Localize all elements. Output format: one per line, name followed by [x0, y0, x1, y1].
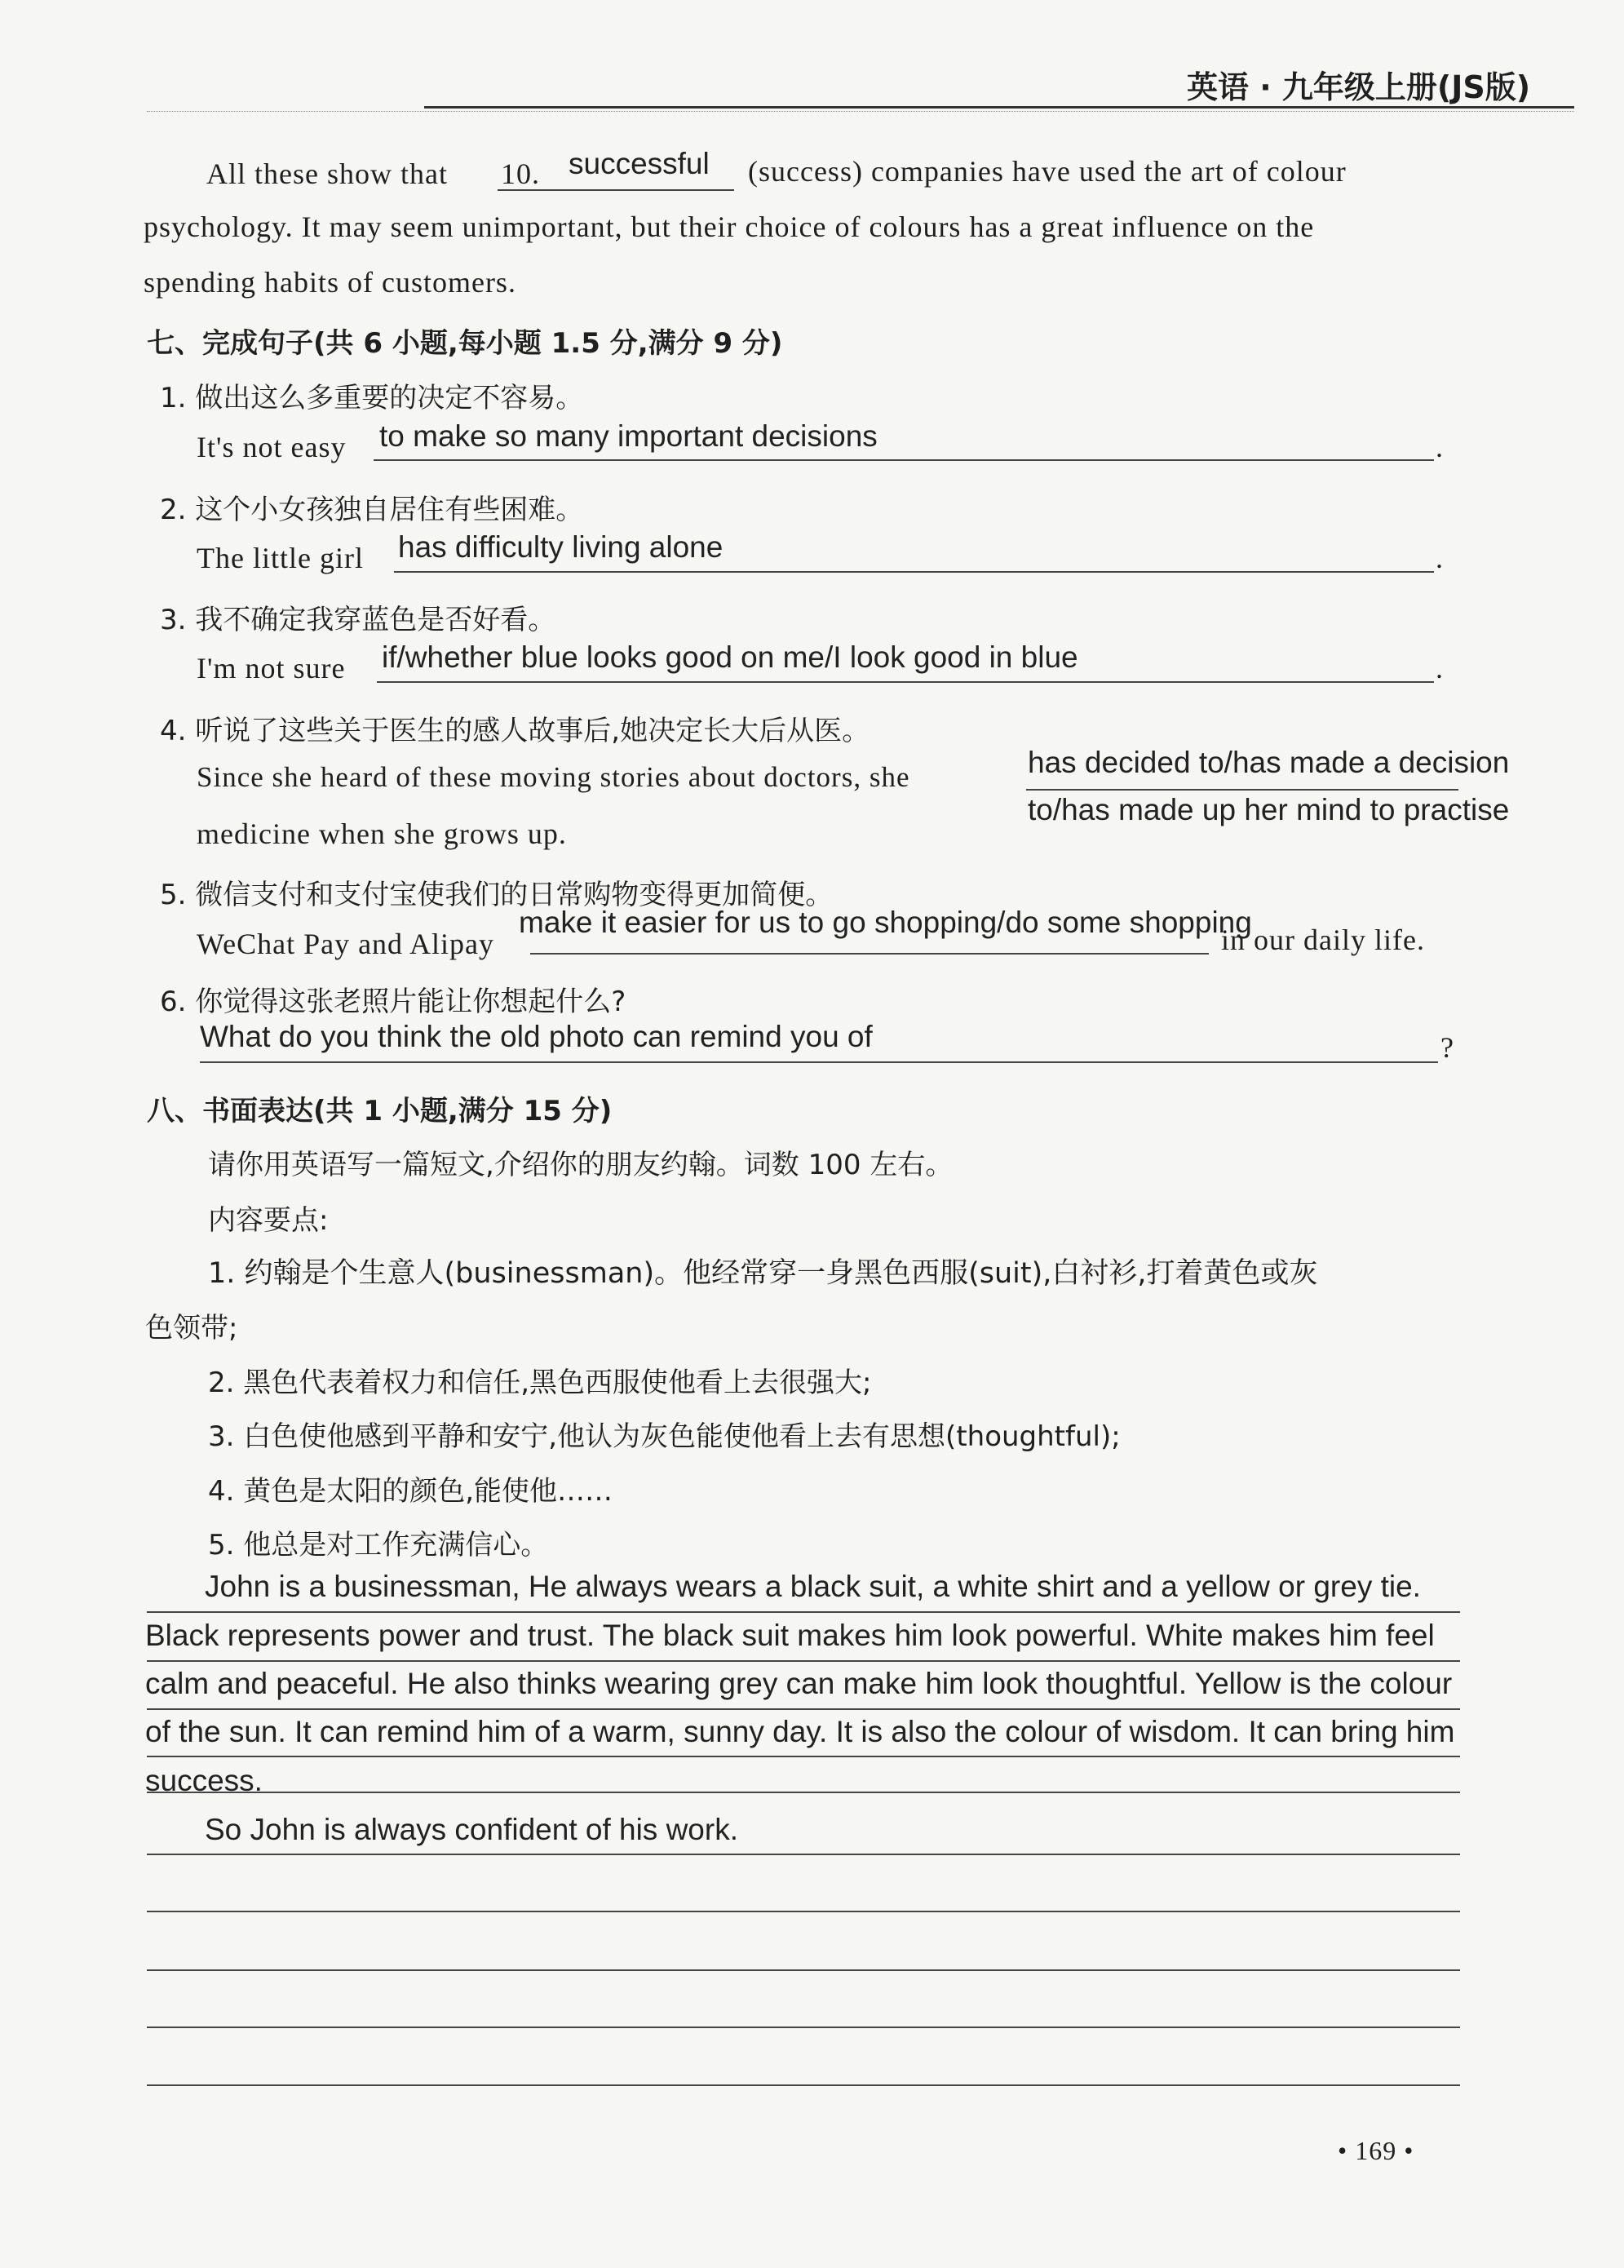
writing-line-9	[147, 2027, 1460, 2028]
item3-end: .	[1436, 652, 1444, 684]
writing-line-6	[147, 1854, 1460, 1855]
header-rule-dotted	[147, 111, 1574, 112]
section7-heading: 七、完成句子(共 6 小题,每小题 1.5 分,满分 9 分)	[147, 327, 783, 360]
section8-heading: 八、书面表达(共 1 小题,满分 15 分)	[147, 1095, 613, 1127]
essay-line1: John is a businessman, He always wears a black suit, a white shirt and a yellow or grey tie.	[205, 1570, 1421, 1603]
writing-line-2	[147, 1660, 1460, 1662]
item1-answer-line	[374, 459, 1434, 461]
writing-line-7	[147, 1911, 1460, 1912]
blank-line	[498, 189, 734, 191]
item3-number: 3.	[160, 604, 187, 636]
item1-chinese	[160, 375, 583, 415]
item2-number: 2.	[160, 494, 187, 526]
item4-chinese-text: 听说了这些关于医生的感人故事后,她决定长大后从医。	[195, 715, 870, 747]
item2-answer-line	[394, 571, 1434, 573]
item4-answer-line2: to/has made up her mind to practise	[1028, 793, 1510, 826]
point1-line2: 色领带;	[145, 1312, 238, 1344]
item1-number: 1.	[160, 382, 187, 414]
header-rule	[424, 106, 1574, 109]
writing-line-10	[147, 2084, 1460, 2086]
item6-end: ?	[1440, 1031, 1454, 1064]
item4-prompt: Since she heard of these moving stories about doctors, she	[197, 761, 910, 793]
item2-end: .	[1436, 542, 1444, 574]
item6-answer-line	[200, 1061, 1438, 1063]
point4: 4. 黄色是太阳的颜色,能使他……	[208, 1475, 613, 1508]
item3-answer-line	[377, 681, 1434, 683]
item5-prompt: WeChat Pay and Alipay	[197, 928, 495, 960]
writing-line-4	[147, 1756, 1460, 1757]
writing-line-1	[147, 1611, 1460, 1613]
point3: 3. 白色使他感到平静和安宁,他认为灰色能使他看上去有思想(thoughtful);	[208, 1420, 1121, 1453]
point1-line1: 1. 约翰是个生意人(businessman)。他经常穿一身黑色西服(suit),白衬衫,打着黄色或灰	[208, 1257, 1318, 1290]
item1-prompt: It's not easy	[197, 431, 347, 463]
item2-chinese	[160, 487, 583, 527]
item4-answer: has decided to/has made a decision	[1028, 746, 1510, 779]
item3-prompt: I'm not sure	[197, 652, 346, 684]
item3-chinese	[160, 597, 555, 637]
item5-chinese-text: 微信支付和支付宝使我们的日常购物变得更加简便。	[195, 879, 834, 911]
item4-chinese	[160, 708, 870, 748]
item4-number: 4.	[160, 715, 187, 747]
item3-chinese-text: 我不确定我穿蓝色是否好看。	[195, 604, 556, 636]
item2-answer: has difficulty living alone	[398, 530, 723, 564]
writing-line-3	[147, 1708, 1460, 1710]
page-header-title: 英语 · 九年级上册(JS版)	[1187, 69, 1531, 105]
item3-answer: if/whether blue looks good on me/I look good in blue	[382, 640, 1078, 674]
point5: 5. 他总是对工作充满信心。	[208, 1529, 549, 1561]
page-number: • 169 •	[1338, 2136, 1414, 2165]
item5-answer: make it easier for us to go shopping/do some shopping	[519, 906, 1252, 939]
essay-line5: success.	[145, 1764, 263, 1797]
item1-chinese-text: 做出这么多重要的决定不容易。	[195, 382, 584, 414]
item6-answer: What do you think the old photo can remind you of	[200, 1020, 873, 1053]
section8-points-label: 内容要点:	[208, 1204, 329, 1237]
passage-line1-prefix: All these show that	[206, 157, 448, 190]
writing-line-8	[147, 1969, 1460, 1971]
item6-chinese-text: 你觉得这张老照片能让你想起什么?	[195, 986, 626, 1018]
blank-number: 10.	[501, 157, 540, 190]
item2-chinese-text: 这个小女孩独自居住有些困难。	[195, 494, 584, 526]
item2-prompt: The little girl	[197, 542, 364, 574]
passage-line2: psychology. It may seem unimportant, but their choice of colours has a great influence on the	[144, 210, 1315, 243]
essay-line4: of the sun. It can remind him of a warm, sunny day. It is also the colour of wisdom. It can bring him	[145, 1715, 1455, 1748]
item5-number: 5.	[160, 879, 187, 911]
point2: 2. 黑色代表着权力和信任,黑色西服使他看上去很强大;	[208, 1367, 872, 1399]
passage-line3: spending habits of customers.	[144, 266, 516, 299]
section8-instruction: 请你用英语写一篇短文,介绍你的朋友约翰。词数 100 左右。	[208, 1149, 954, 1181]
essay-line2: Black represents power and trust. The black suit makes him look powerful. White makes him feel	[145, 1619, 1435, 1652]
item1-end: .	[1436, 431, 1444, 463]
item4-prompt-line2: medicine when she grows up.	[197, 817, 567, 850]
essay-line3: calm and peaceful. He also thinks wearing grey can make him look thoughtful. Yellow is the colour	[145, 1667, 1453, 1700]
item4-answer-line	[1026, 789, 1458, 791]
item5-end: in our daily life.	[1221, 924, 1425, 956]
item5-answer-line	[530, 953, 1209, 955]
essay-line6: So John is always confident of his work.	[205, 1813, 738, 1846]
passage-line1-suffix: (success) companies have used the art of colour	[748, 155, 1347, 188]
blank-answer: successful	[569, 147, 710, 180]
writing-line-5	[147, 1792, 1460, 1793]
item6-chinese	[160, 979, 626, 1019]
item1-answer: to make so many important decisions	[379, 419, 878, 453]
item6-number: 6.	[160, 986, 187, 1018]
